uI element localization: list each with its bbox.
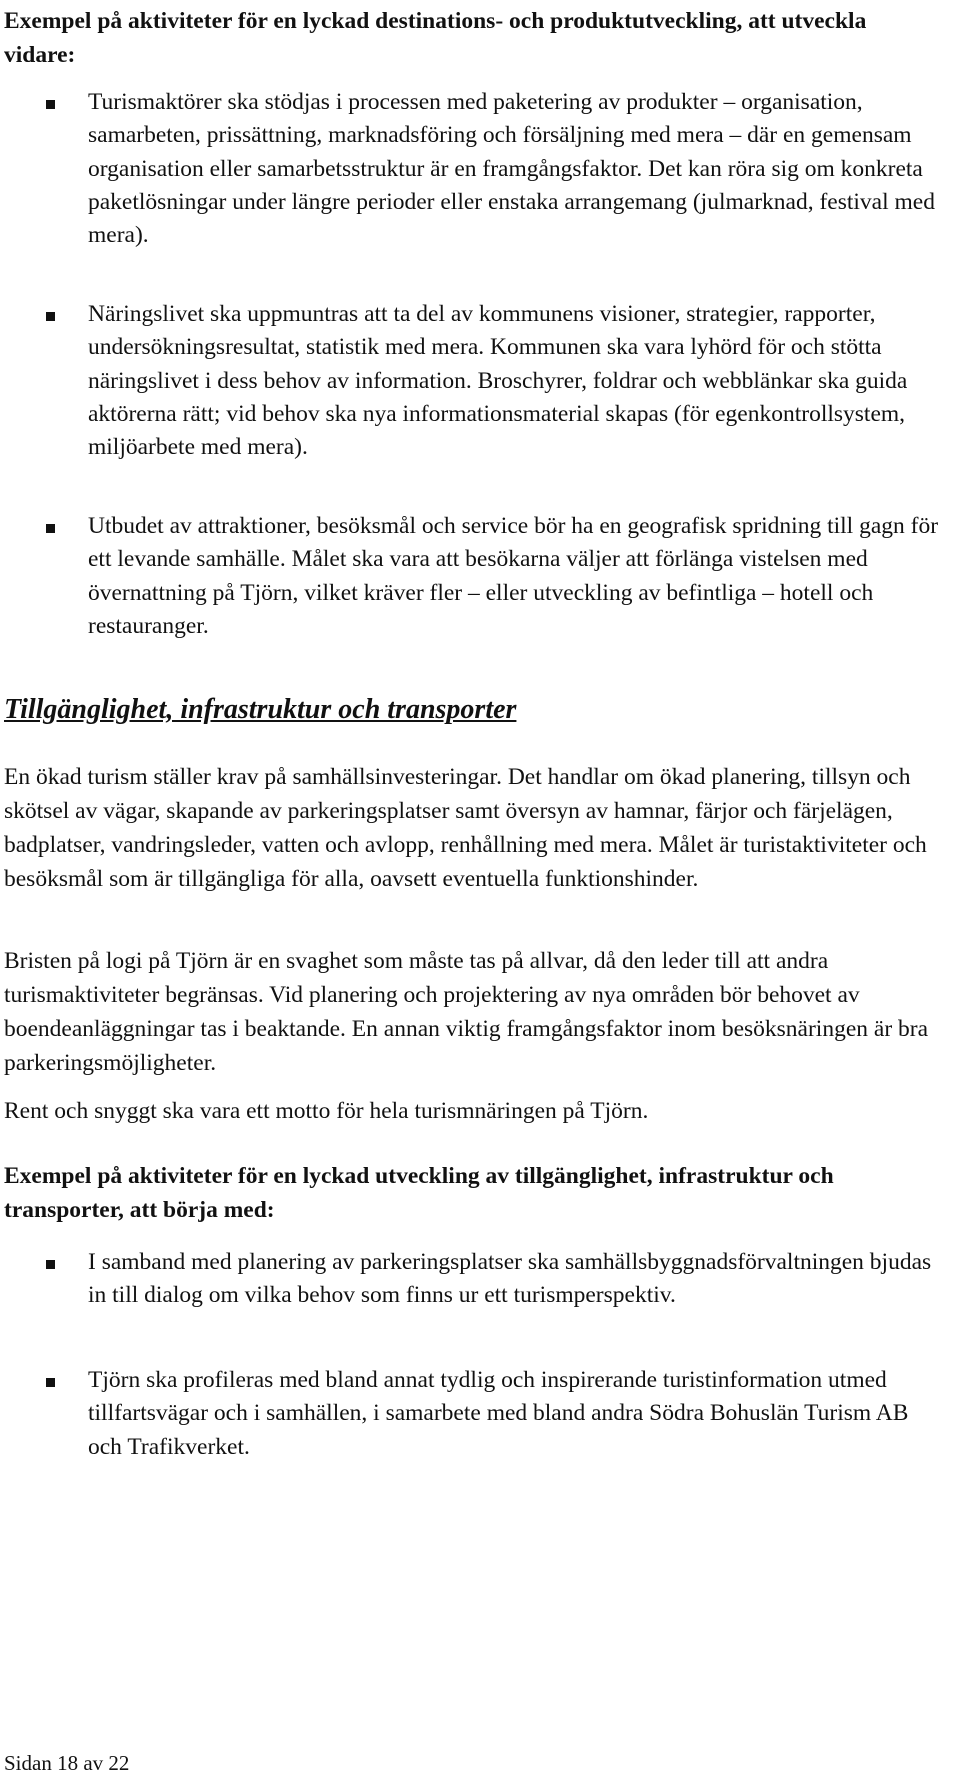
bullet-square-icon (46, 1260, 55, 1269)
bullet-square-icon (46, 1378, 55, 1387)
section1-bullet-1: Turismaktörer ska stödjas i processen med paketering av produkter – organisation, samarbeten, prissättning, marknadsföring och försäljning med mera – där en gemensam organisation eller samarbetsstruktur är en framgångsfaktor. Det kan röra sig om konkreta paketlösningar under längre perioder eller enstaka arrangemang (julmarknad, festival med mera). (88, 89, 935, 249)
bullet-square-icon (46, 312, 55, 321)
section1-bullet-2: Näringslivet ska uppmuntras att ta del av kommunens visioner, strategier, rapporter, undersökningsresultat, statistik med mera. Kommunen ska vara lyhörd för och stötta näringslivet i dess behov av information. Broschyrer, foldrar och webblänkar ska guida aktörerna rätt; vid behov ska nya informationsmaterial skapas (för egenkontrollsystem, miljöarbete med mera). (88, 301, 908, 461)
bullet-square-icon (46, 100, 55, 109)
section3-bullet-2: Tjörn ska profileras med bland annat tydlig och inspirerande turistinformation utmed tillfartsvägar och i samhällen, i samarbete med bland andra Södra Bohuslän Turism AB och Trafikverket. (88, 1367, 909, 1460)
section2-paragraph-1: En ökad turism ställer krav på samhällsinvesteringar. Det handlar om ökad planering, tillsyn och skötsel av vägar, skapande av parkeringsplatser samt översyn av hamnar, färjor och färjelägen, badplatser, vandringsleder, vatten och avlopp, renhållning med mera. Målet är turistaktiviteter och besöksmål som är tillgängliga för alla, oavsett eventuella funktionshinder. (4, 764, 927, 892)
bullet-square-icon (46, 524, 55, 533)
section2-paragraph-3: Rent och snyggt ska vara ett motto för hela turismnäringen på Tjörn. (4, 1098, 649, 1124)
section3-heading: Exempel på aktiviteter för en lyckad utveckling av tillgänglighet, infrastruktur och transporter, att börja med: (4, 1163, 834, 1223)
section3-bullet-1: I samband med planering av parkeringsplatser ska samhällsbyggnadsförvaltningen bjudas in till dialog om vilka behov som finns ur ett turismperspektiv. (88, 1249, 932, 1309)
section1-bullet-3: Utbudet av attraktioner, besöksmål och service bör ha en geografisk spridning till gagn för ett levande samhälle. Målet ska vara att besökarna väljer att förlänga vistelsen med övernattning på Tjörn, vilket kräver fler – eller utveckling av befintliga – hotell och restauranger. (88, 513, 939, 639)
section2-paragraph-2: Bristen på logi på Tjörn är en svaghet som måste tas på allvar, då den leder till att andra turismaktiviteter begränsas. Vid planering och projektering av nya områden bör behovet av boendeanläggningar tas i beaktande. En annan viktig framgångsfaktor inom besöksnäringen är bra parkeringsmöjligheter. (4, 948, 929, 1076)
section1-heading: Exempel på aktiviteter för en lyckad destinations- och produktutveckling, att utveckla vidare: (4, 8, 867, 68)
page-number: Sidan 18 av 22 (4, 1751, 130, 1775)
section2-title: Tillgänglighet, infrastruktur och transporter (4, 694, 517, 725)
